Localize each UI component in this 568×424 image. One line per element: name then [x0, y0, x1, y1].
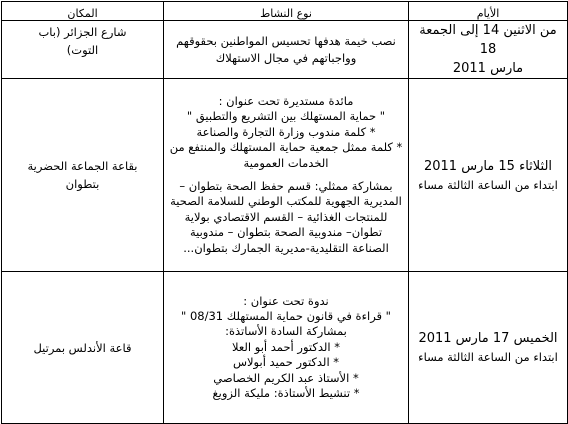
- activity-line: للمنتجات الغذائية – القسم الاقتصادي بولاية: [184, 209, 388, 224]
- activity-line: الصناعة التقليدية-مديرية الجمارك بتطوان...: [183, 240, 389, 255]
- activity-line: * الدكتور أحمد أبو العلا: [232, 339, 340, 354]
- activity-line: تطوان– مندوبية الصحة بتطوان – مندوبية: [189, 225, 383, 240]
- paragraph-gap: [167, 171, 405, 179]
- activity-line: * كلمة مندوب وزارة التجارة والصناعة: [196, 124, 376, 139]
- activity-line: بمشاركة ممثلي: قسم حفظ الصحة بتطوان –: [179, 179, 393, 193]
- schedule-table: [1, 1, 568, 424]
- activity-line: وواجباتهم في مجال الاستهلاك: [215, 50, 357, 65]
- table-row: [2, 272, 568, 424]
- header-activity: نوع النشاط: [164, 2, 409, 21]
- place-cell: [2, 21, 164, 79]
- activity-cell: [164, 21, 409, 79]
- days-line: ابتداء من الساعة الثالثة مساء: [418, 177, 558, 192]
- activity-line: * كلمة ممثل جمعية حماية المستهلك والمنتفع من: [169, 140, 403, 155]
- place-line: التوت): [66, 43, 99, 57]
- place-cell: [2, 79, 164, 272]
- activity-line: الخدمات العمومية: [243, 155, 329, 170]
- days-line: من الاثنين 14 إلى الجمعة 18: [419, 23, 557, 57]
- activity-cell: [164, 79, 409, 272]
- activity-line: " حماية المستهلك بين التشريع والتطبيق ": [186, 109, 386, 124]
- header-days: الأيام: [409, 2, 568, 21]
- table-row: [2, 79, 568, 272]
- days-line: مارس 2011: [452, 61, 524, 76]
- days-cell: [409, 79, 568, 272]
- activity-line: * الدكتور حميد أبولاس: [232, 355, 340, 370]
- activity-line: مائدة مستديرة تحت عنوان :: [218, 93, 354, 108]
- place-line: شارع الجزائر (باب: [38, 25, 127, 39]
- activity-line: " قراءة في قانون حماية المستهلك 08/31 ": [181, 308, 391, 323]
- days-line: الثلاثاء 15 مارس 2011: [423, 158, 553, 174]
- days-line: ابتداء من الساعة الثالثة مساء: [418, 350, 558, 364]
- days-cell: [409, 272, 568, 424]
- activity-line: بمشاركة السادة الأساتذة:: [225, 324, 347, 339]
- table-row: [2, 21, 568, 79]
- place-line: قاعة الأندلس بمرتيل: [33, 340, 132, 355]
- place-line: بتطوان: [65, 177, 100, 191]
- activity-line: المديرية الجهوية للمكتب الوطني للسلامة الصحية: [170, 194, 402, 209]
- header-row: [2, 2, 568, 21]
- days-line: الخميس 17 مارس 2011: [418, 331, 558, 346]
- place-line: بقاعة الجماعة الحضرية: [27, 159, 138, 173]
- header-place: المكان: [2, 2, 164, 21]
- activity-line: * الأستاذ عبد الكريم الخصاصي: [213, 370, 359, 385]
- days-cell: [409, 21, 568, 79]
- place-cell: [2, 272, 164, 424]
- activity-line: نصب خيمة هدفها تحسيس المواطنين بحقوقهم: [176, 33, 396, 48]
- activity-line: * تنشيط الأستاذة: مليكة الزويغ: [212, 386, 360, 401]
- activity-cell: [164, 272, 409, 424]
- activity-line: ندوة تحت عنوان :: [243, 293, 329, 308]
